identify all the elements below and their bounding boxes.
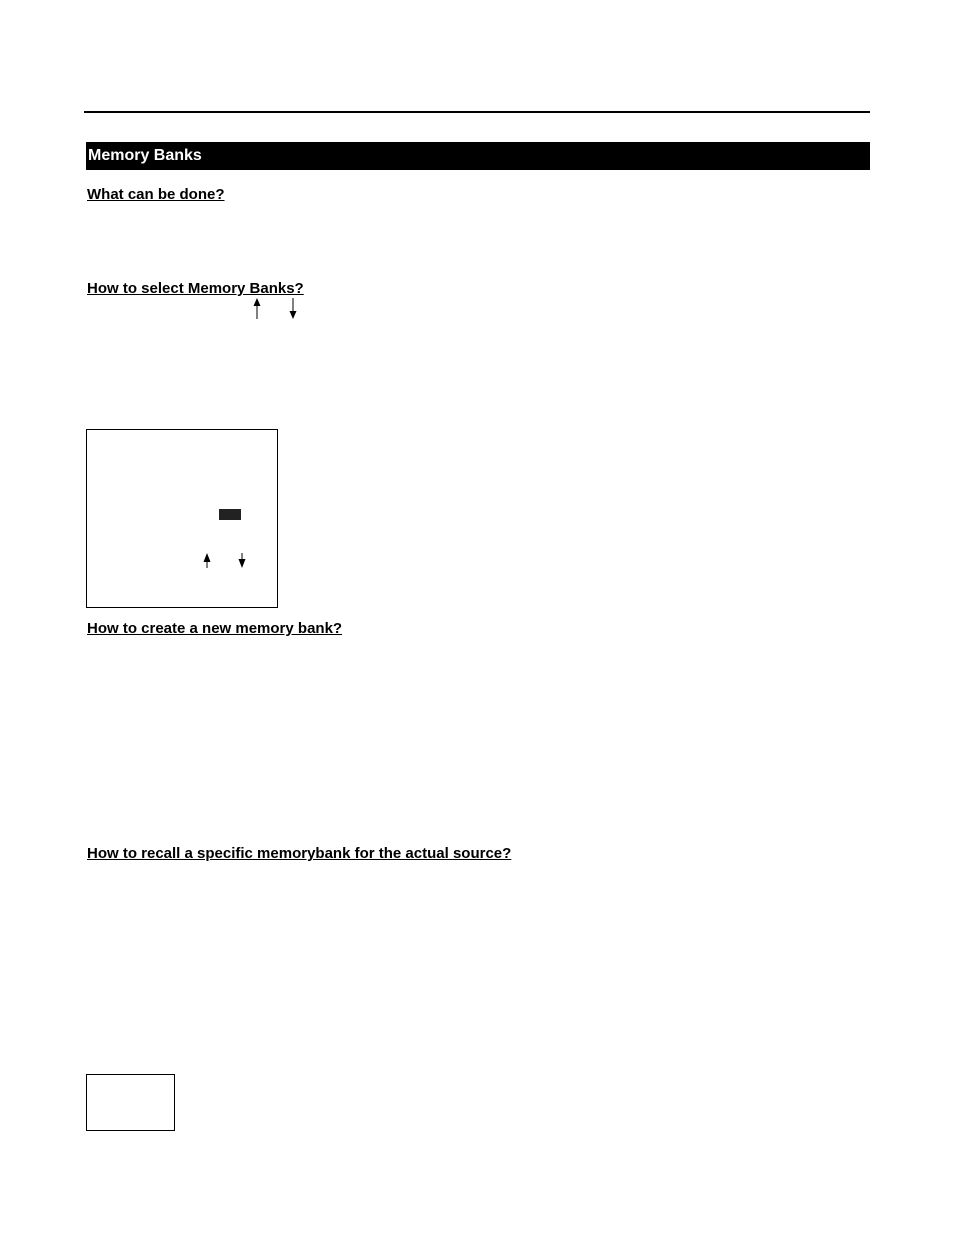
arrowhead-down-icon — [236, 553, 248, 569]
section-title: Memory Banks — [88, 147, 202, 164]
indicator-block — [219, 509, 241, 520]
heading-what-can-be-done: What can be done? — [87, 186, 225, 203]
section-title-bar — [86, 142, 870, 170]
heading-how-to-create: How to create a new memory bank? — [87, 620, 343, 637]
note-box — [86, 1074, 175, 1131]
display-panel-figure — [86, 429, 278, 608]
heading-how-to-recall: How to recall a specific memorybank for the actual source? — [87, 845, 512, 862]
arrow-up-icon — [251, 298, 263, 320]
arrow-down-icon — [287, 298, 299, 320]
heading-how-to-select: How to select Memory Banks? — [87, 280, 304, 297]
arrowhead-up-icon — [201, 553, 213, 569]
top-rule — [84, 111, 870, 113]
